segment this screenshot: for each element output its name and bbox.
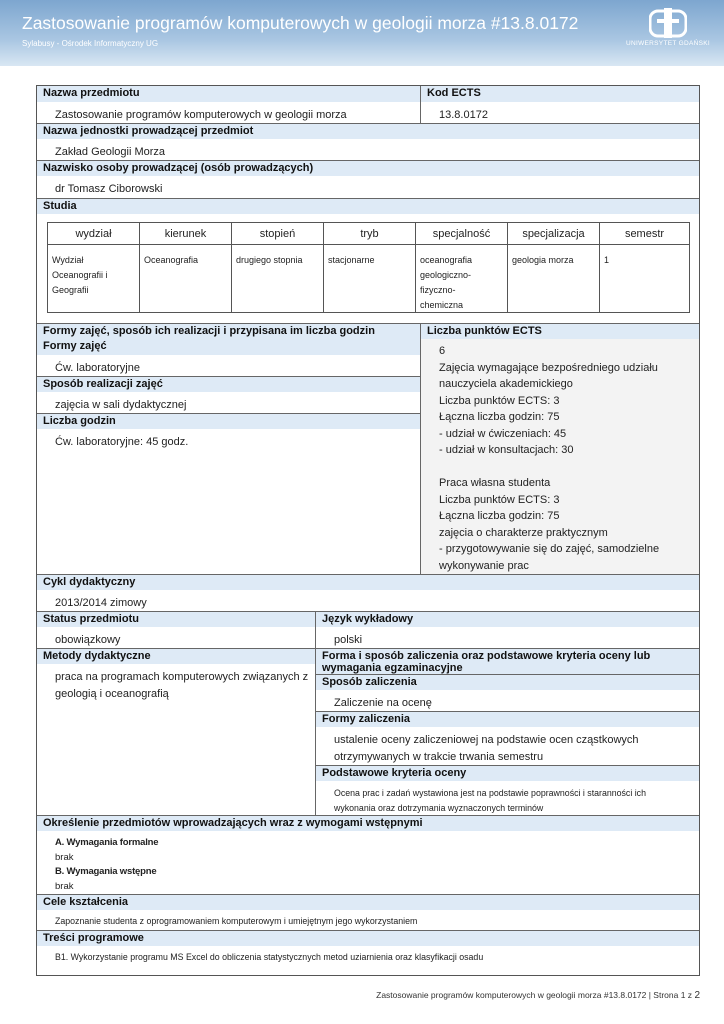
- footer-text: Zastosowanie programów komputerowych w geologii morza #13.8.0172 | Strona 1 z: [376, 990, 693, 1000]
- studia-cell-tryb: stacjonarne: [328, 255, 375, 265]
- forms-label: Formy zajęć: [37, 339, 420, 355]
- status-value: obowiązkowy: [55, 634, 121, 646]
- ects-points-label: Liczba punktów ECTS: [421, 323, 699, 339]
- studia-col-wydzial: wydział: [48, 223, 139, 245]
- studia-cell-specjalizacja: geologia morza: [512, 255, 574, 265]
- studia-cell-wydzial: Wydział Oceanografii i Geografii: [52, 255, 108, 295]
- studia-col-stopien: stopień: [232, 223, 323, 245]
- studia-label: Studia: [37, 198, 699, 214]
- hours-label: Liczba godzin: [37, 413, 420, 429]
- method-value: zajęcia w sali dydaktycznej: [55, 399, 187, 411]
- unit-name: Zakład Geologii Morza: [55, 146, 166, 158]
- prerequisites-details: [55, 836, 158, 894]
- ects-code-label: Kod ECTS: [421, 86, 699, 102]
- goals-label: Cele kształcenia: [37, 894, 699, 910]
- header-banner: [0, 0, 724, 66]
- goals-value: Zapoznanie studenta z oprogramowaniem komputerowym i umiejętnym jego wykorzystaniem: [55, 916, 418, 926]
- assessment-method-value: Zaliczenie na ocenę: [334, 697, 432, 709]
- studia-col-tryb: tryb: [324, 223, 415, 245]
- assessment-forms-value: ustalenie oceny zaliczeniowej na podstawie ocen cząstkowych otrzymywanych w trakcie trwania semestru: [334, 734, 639, 763]
- formal-requirements-value: brak: [55, 851, 74, 863]
- forms-section-label: Formy zajęć, sposób ich realizacji i przypisana im liczba godzin: [37, 323, 420, 339]
- assessment-forms-label: Formy zaliczenia: [316, 711, 699, 727]
- studia-cell-stopien: drugiego stopnia: [236, 255, 303, 265]
- university-logo: [626, 8, 710, 47]
- course-name: Zastosowanie programów komputerowych w geologii morza: [55, 109, 347, 121]
- method-label: Sposób realizacji zajęć: [37, 376, 420, 392]
- content-value: B1. Wykorzystanie programu MS Excel do obliczenia statystycznych metod uziarnienia oraz klasyfikacji osadu: [55, 952, 484, 962]
- initial-requirements-value: brak: [55, 880, 74, 892]
- course-name-label: Nazwa przedmiotu: [37, 86, 421, 102]
- forms-value: Ćw. laboratoryjne: [55, 362, 140, 374]
- lecturer-name: dr Tomasz Ciborowski: [55, 183, 163, 195]
- studia-col-kierunek: kierunek: [140, 223, 231, 245]
- formal-requirements-label: A. Wymagania formalne: [55, 837, 159, 848]
- studia-col-specjalizacja: specjalizacja: [508, 223, 599, 245]
- studia-col-semestr: semestr: [600, 223, 689, 245]
- methods-value: praca na programach komputerowych związanych z geologią i oceanografią: [55, 671, 309, 700]
- ects-points-details: 6 Zajęcia wymagające bezpośredniego udziału nauczyciela akademickiego Liczba punktów ECTS: 3 Łączna liczba godzin: 75 - udział w ćwiczeniach: 45 - udział w konsultacjach: 30 Praca własna studenta Liczba punktów ECTS: 3 Łączna liczba godzin: 75 zajęcia o charakterze praktycznym - przygotowywanie się do zajęć, samodzielne wykonywanie prac: [439, 345, 660, 572]
- cycle-label: Cykl dydaktyczny: [37, 574, 699, 590]
- hours-value: Ćw. laboratoryjne: 45 godz.: [55, 436, 189, 448]
- lecturer-label: Nazwisko osoby prowadzącej (osób prowadzących): [37, 160, 699, 176]
- studia-cell-kierunek: Oceanografia: [144, 255, 199, 265]
- unit-label: Nazwa jednostki prowadzącej przedmiot: [37, 123, 699, 139]
- page-subtitle: Sylabusy - Ośrodek Informatyczny UG: [22, 39, 159, 48]
- status-label: Status przedmiotu: [37, 611, 315, 627]
- page-title: Zastosowanie programów komputerowych w geologii morza #13.8.0172: [22, 13, 579, 33]
- ects-code: 13.8.0172: [439, 109, 488, 121]
- studia-col-specjalnosc: specjalność: [416, 223, 507, 245]
- university-emblem-icon: [649, 8, 687, 38]
- studia-cell-specjalnosc: oceanografia geologiczno- fizyczno- chemiczna: [420, 255, 473, 310]
- assessment-method-label: Sposób zaliczenia: [316, 674, 699, 690]
- studia-cell-semestr: 1: [604, 255, 610, 265]
- page-footer: [376, 990, 700, 1001]
- cycle-value: 2013/2014 zimowy: [55, 597, 147, 609]
- assessment-criteria-label: Podstawowe kryteria oceny: [316, 765, 699, 781]
- language-label: Język wykładowy: [316, 611, 699, 627]
- methods-label: Metody dydaktyczne: [37, 648, 315, 664]
- content-label: Treści programowe: [37, 930, 699, 946]
- logo-text: UNIWERSYTET GDAŃSKI: [626, 40, 710, 47]
- language-value: polski: [334, 634, 363, 646]
- assessment-criteria-value: Ocena prac i zadań wystawiona jest na podstawie poprawności i staranności ich wykonania oraz dotrzymania wyznaczonych terminów: [334, 788, 646, 813]
- assessment-label: Forma i sposób zaliczenia oraz podstawowe kryteria oceny lub wymagania egzaminacyjne: [316, 648, 699, 674]
- footer-page-total: 2: [694, 990, 700, 1001]
- studia-table: [47, 222, 690, 313]
- prerequisites-label: Określenie przedmiotów wprowadzających wraz z wymogami wstępnymi: [37, 815, 699, 831]
- initial-requirements-label: B. Wymagania wstępne: [55, 866, 157, 877]
